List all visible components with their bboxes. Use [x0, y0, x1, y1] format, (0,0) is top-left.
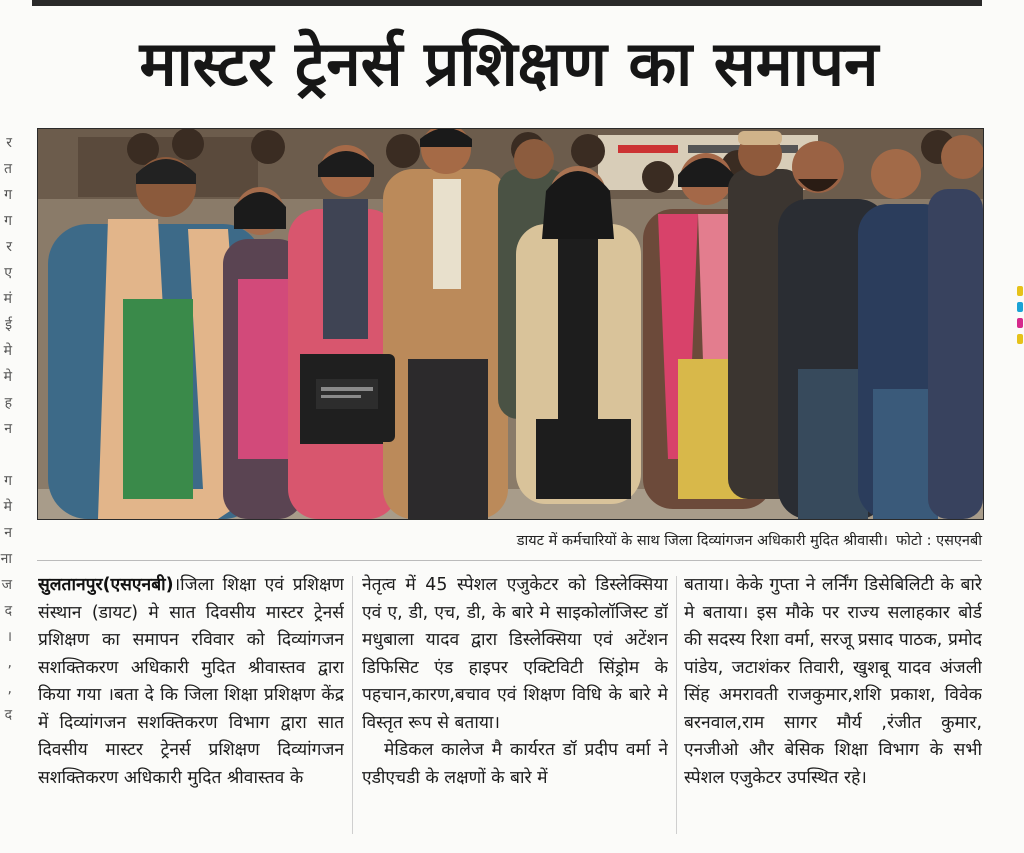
top-rule — [32, 0, 982, 6]
cutoff-fragment: , — [7, 681, 12, 697]
cutoff-fragment: ए — [4, 265, 12, 281]
caption-text: डायट में कर्मचारियों के साथ जिला दिव्यांगजन अधिकारी मुदित श्रीवासी। — [516, 533, 888, 549]
cutoff-fragment: र — [6, 135, 12, 151]
print-mark — [1017, 334, 1023, 344]
photo-caption — [37, 528, 982, 554]
caption-rule — [37, 560, 982, 561]
cutoff-fragment: न — [4, 525, 12, 541]
cutoff-fragment: , — [7, 655, 12, 671]
cutoff-fragment: द — [4, 603, 12, 619]
cutoff-fragment: द — [4, 707, 12, 723]
photo-credit: फोटो : एसएनबी — [895, 533, 982, 549]
print-mark — [1017, 286, 1023, 296]
cutoff-fragment: । — [6, 629, 12, 645]
cutoff-fragment: र — [6, 239, 12, 255]
cutoff-fragment: ह — [4, 395, 12, 411]
article-column-2 — [362, 572, 668, 840]
dateline: सुलतानपुर(एसएनबी) — [38, 575, 174, 595]
cutoff-fragment: ग — [4, 213, 12, 229]
right-edge-marks — [1014, 280, 1024, 380]
cutoff-fragment: मे — [3, 499, 12, 515]
group-photo — [37, 128, 984, 520]
column-divider — [352, 576, 353, 834]
headline: मास्टर ट्रेनर्स प्रशिक्षण का समापन — [139, 27, 879, 100]
cutoff-fragment: मं — [3, 291, 12, 307]
article-paragraph: बताया। केके गुप्ता ने लर्निंग डिसेबिलिटी के बारे मे बताया। इस मौके पर राज्य सलाहकार बोर्ड की सदस्य रिशा वर्मा, सरजू प्रसाद पाठक, प्रमोद पांडेय, जटाशंकर तिवारी, खुशबू यादव अंजली सिंह अमरावती राजकुमार,शशि प्रकाश, विवेक बरनवाल,राम सागर मौर्य ,रंजीत कुमार, एनजीओ और बेसिक शिक्षा विभाग के सभी स्पेशल एजुकेटर उपस्थित रहे। — [684, 575, 982, 788]
cutoff-fragment: ज — [1, 577, 12, 593]
article-column-1 — [38, 572, 344, 840]
cutoff-fragment: त — [4, 161, 12, 177]
article-column-3 — [684, 572, 982, 840]
cutoff-fragment — [0, 442, 14, 468]
cutoff-fragment: ना — [0, 551, 12, 567]
cutoff-fragment: ई — [5, 317, 12, 333]
cutoff-fragment: ग — [4, 473, 12, 489]
cutoff-fragment: मे — [3, 369, 12, 385]
article-paragraph — [38, 572, 344, 792]
cutoff-fragment: न — [4, 421, 12, 437]
print-mark — [1017, 302, 1023, 312]
cutoff-fragment: ग — [4, 187, 12, 203]
adjacent-column-cutoff — [0, 130, 14, 830]
cutoff-fragment: मे — [3, 343, 12, 359]
article-paragraph: मेडिकल कालेज मै कार्यरत डॉ प्रदीप वर्मा ने एडीएचडी के लक्षणों के बारे में — [362, 740, 668, 788]
column-1-text: ।जिला शिक्षा एवं प्रशिक्षण संस्थान (डायट) मे सात दिवसीय मास्टर ट्रेनर्स प्रशिक्षण का समापन रविवार को दिव्यांगजन सशक्तिकरण अधिकारी मुदित श्रीवास्तव द्वारा किया गया ।बता दे कि जिला शिक्षा प्रशिक्षण केंद्र में दिव्यांगजन सशक्तिकरण विभाग द्वारा सात दिवसीय मास्टर ट्रेनर्स प्रशिक्षण दिव्यांगजन सशक्तिकरण अधिकारी मुदित श्रीवास्तव के — [38, 575, 344, 788]
print-mark — [1017, 318, 1023, 328]
column-divider — [676, 576, 677, 834]
article-paragraph: नेतृत्व में 45 स्पेशल एजुकेटर को डिस्लेक्सिया एवं ए, डी, एच, डी, के बारे मे साइकोलॉजिस्ट डॉ मधुबाला यादव द्वारा डिस्लेक्सिया एवं अटेंशन डिफिसिट एंड हाइपर एक्टिविटी सिंड्रोम के पहचान,कारण,बचाव एवं शिक्षण विधि के बारे मे विस्तृत रूप से बताया। — [362, 575, 668, 733]
group-photo-illustration — [38, 129, 983, 519]
print-registration-marks — [916, 847, 1006, 853]
